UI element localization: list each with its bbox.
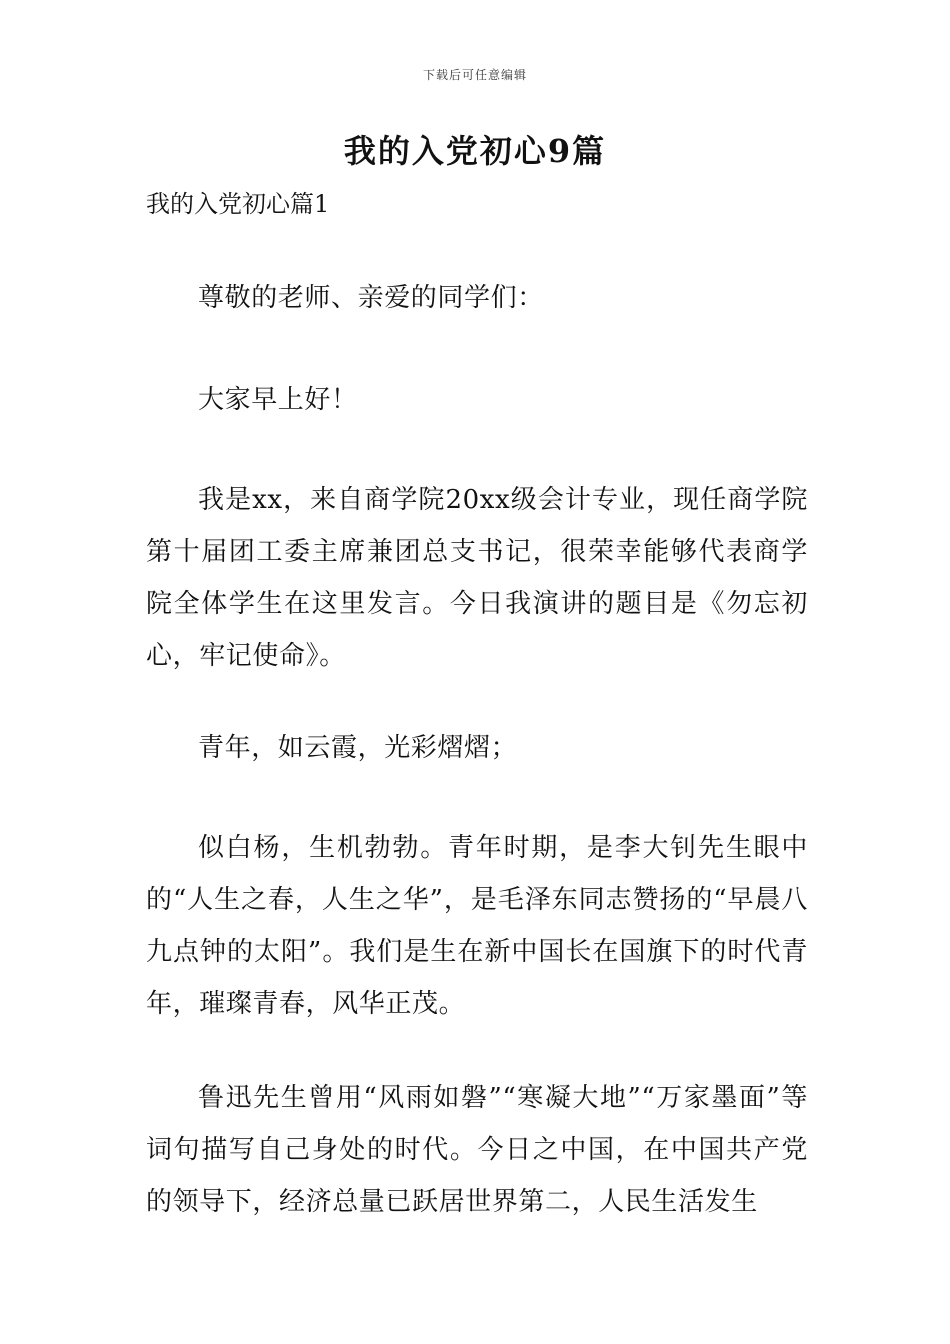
paragraph-luxun: 鲁迅先生曾用“风雨如磐”“寒凝大地”“万家墨面”等词句描写自己身处的时代。今日之中国，在中国共产党的领导下，经济总量已跃居世界第二，人民生活发生: [146, 1083, 808, 1217]
paragraph-youth-clouds: 青年，如云霞，光彩熠熠；: [198, 733, 518, 763]
paragraph-morning: 大家早上好！: [198, 385, 358, 415]
paragraph-introduction: 我是xx，来自商学院20xx级会计专业，现任商学院第十届团工委主席兼团总支书记，很荣幸能够代表商学院全体学生在这里发言。今日我演讲的题目是《勿忘初心，牢记使命》。: [146, 485, 808, 671]
paragraph-greeting: 尊敬的老师、亲爱的同学们：: [198, 283, 544, 313]
section-heading: 我的入党初心篇1: [146, 190, 330, 218]
page-header-note: 下载后可任意编辑: [422, 68, 527, 82]
paragraph-youth-poplar: 似白杨，生机勃勃。青年时期，是李大钊先生眼中的“人生之春，人生之华”，是毛泽东同志赞扬的“早晨八九点钟的太阳”。我们是生在新中国长在国旗下的时代青年，璀璨青春，风华正茂。: [146, 833, 808, 1019]
document-title: 我的入党初心9篇: [343, 132, 607, 170]
